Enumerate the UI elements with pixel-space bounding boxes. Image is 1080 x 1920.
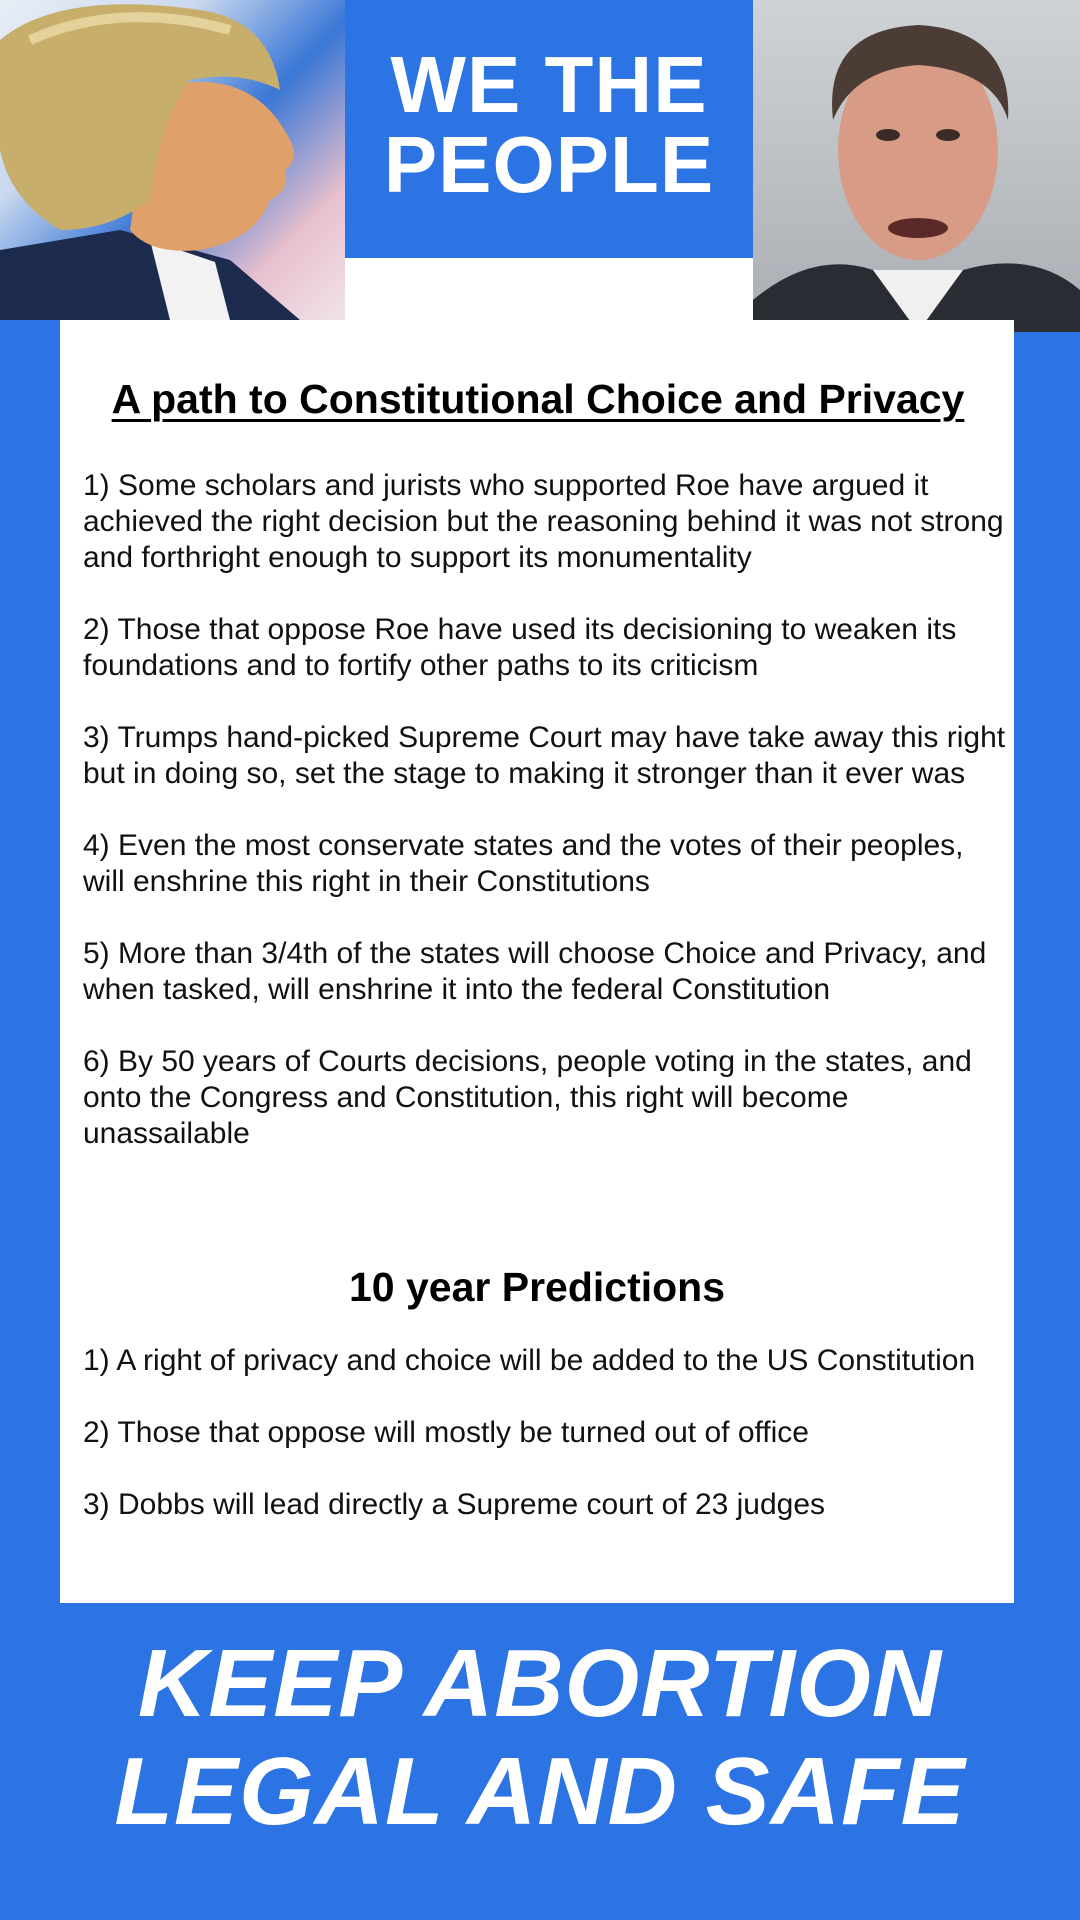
portrait-photo-left [0, 0, 345, 320]
prediction-item-1: 1) A right of privacy and choice will be added to the US Constitution [83, 1344, 976, 1377]
prediction-item-3: 3) Dobbs will lead directly a Supreme court of 23 judges [83, 1488, 826, 1521]
footer-slogan [0, 1630, 1080, 1846]
predictions-list [83, 1343, 983, 1559]
prediction-item-2: 2) Those that oppose will mostly be turned out of office [83, 1416, 809, 1449]
portrait-illustration-left [0, 0, 345, 320]
point-item-2: 2) Those that oppose Roe have used its decisioning to weaken its foundations and to fortify other paths to its criticism [83, 613, 957, 682]
point-item-1: 1) Some scholars and jurists who supported Roe have argued it achieved the right decision but the reasoning behind it was not strong and forthright enough to support its monumentality [83, 469, 1004, 574]
point-item-4: 4) Even the most conservate states and the votes of their peoples, will enshrine this right in their Constitutions [83, 829, 964, 898]
content-card [60, 320, 1014, 1603]
header-banner [345, 0, 753, 258]
header-title-line-2: PEOPLE [383, 120, 715, 209]
header-title-line-1: WE THE [390, 40, 708, 129]
predictions-title: 10 year Predictions [348, 1264, 726, 1310]
portrait-illustration-right [753, 0, 1080, 332]
point-item-6: 6) By 50 years of Courts decisions, people voting in the states, and onto the Congress and Constitution, this right will become unassailable [83, 1045, 972, 1150]
footer-line-2: LEGAL AND SAFE [114, 1738, 966, 1845]
points-list [83, 468, 1008, 1188]
portrait-photo-right [753, 0, 1080, 332]
point-item-3: 3) Trumps hand-picked Supreme Court may have take away this right but in doing so, set the stage to making it stronger than it ever was [83, 721, 1006, 790]
card-title: A path to Constitutional Choice and Privacy [111, 376, 965, 422]
footer-line-1: KEEP ABORTION [137, 1630, 943, 1737]
point-item-5: 5) More than 3/4th of the states will choose Choice and Privacy, and when tasked, will enshrine it into the federal Constitution [83, 937, 987, 1006]
